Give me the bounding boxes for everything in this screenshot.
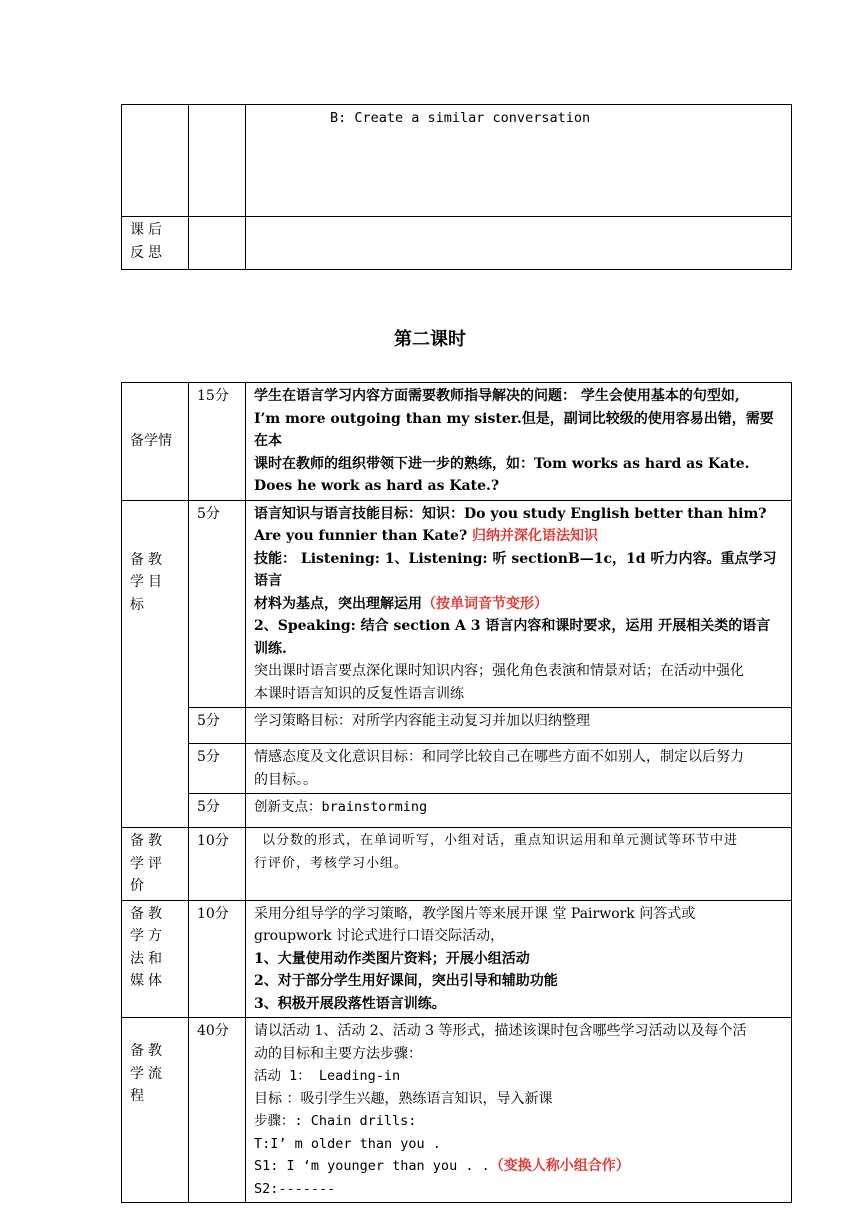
cell-empty <box>189 105 246 217</box>
row-label-fangfa: 备教学方法和媒体 <box>122 900 189 1018</box>
text-line: 采用分组导学的学习策略，教学图片等来展开课 堂 Pairwork 问答式或 <box>254 905 696 922</box>
text-fragment: Are you funnier than Kate? <box>254 528 468 544</box>
liucheng-content <box>246 1018 792 1203</box>
mubiao-strategy: 学习策略目标：对所学内容能主动复习并加以归纳整理 <box>246 708 792 744</box>
text-line: 本课时语言知识的反复性语言训练 <box>254 685 464 702</box>
text-line: T:I’ m older than you . <box>254 1135 441 1152</box>
text-line: 1、大量使用动作类图片资料；开展小组活动 <box>254 950 530 967</box>
text-line <box>254 593 783 616</box>
text-line: 技能： Listening: 1、Listening: 听 sectionB—1c，1d 听力内容。重点学习语言 <box>254 550 777 589</box>
text-line: I’m more outgoing than my sister.但是，副词比较级的使用容易出错，需要在本 <box>254 410 774 449</box>
table-row <box>122 708 792 744</box>
xueqing-content <box>246 383 792 501</box>
text-line: 步骤：: Chain drills: <box>254 1113 417 1129</box>
row-label-pingjia: 备教学评价 <box>122 828 189 901</box>
text-line: 3、积极开展段落性语言训练。 <box>254 995 446 1012</box>
text-line: 2、Speaking: 结合 section A 3 语言内容和课时要求，运用 开展相关类的语言训练. <box>254 618 771 657</box>
table-row <box>122 828 792 901</box>
time-cell: 5分 <box>189 794 246 828</box>
table-row <box>122 383 792 501</box>
text-line: 目标 ：吸引学生兴趣，熟练语言知识，导入新课 <box>254 1090 553 1107</box>
text-line: 课时在教师的组织带领下进一步的熟练，如：Tom works as hard as Kate. <box>254 455 750 472</box>
table-lesson2 <box>121 382 792 1203</box>
text-line: 请以活动 1、活动 2、活动 3 等形式，描述该课时包含哪些学习活动以及每个活 <box>254 1023 747 1039</box>
row-label-xueqing: 备学情 <box>122 383 189 501</box>
text-line: 学生在语言学习内容方面需要教师指导解决的问题： 学生会使用基本的句型如, <box>254 388 740 404</box>
cell-text: 课后反思 <box>130 222 166 261</box>
text-fragment: S1: I ‘m younger than you . . <box>254 1158 490 1174</box>
text-line: 2、对于部分学生用好课间，突出引导和辅助功能 <box>254 973 558 989</box>
text-highlight: （按单词音节变形） <box>422 595 548 612</box>
row-label-reflection <box>122 217 189 270</box>
text-line: Does he work as hard as Kate.? <box>254 478 500 494</box>
table-row <box>122 900 792 1018</box>
time-cell: 5分 <box>189 744 246 794</box>
text-highlight: （变换人称小组合作） <box>489 1158 630 1174</box>
fangfa-content <box>246 900 792 1018</box>
cell-empty <box>246 217 792 270</box>
text-line: 的目标。。 <box>254 771 317 788</box>
text-line: 情感态度及文化意识目标：和同学比较自己在哪些方面不如别人，制定以后努力 <box>254 749 744 765</box>
time-cell: 15分 <box>189 383 246 501</box>
cell-text: B: Create a similar conversation <box>330 110 591 126</box>
table-row <box>122 744 792 794</box>
text-line: S2:------- <box>254 1180 336 1197</box>
text-line <box>254 525 783 548</box>
time-cell: 5分 <box>189 708 246 744</box>
mubiao-emotion <box>246 744 792 794</box>
mubiao-innovation: 创新支点：brainstorming <box>246 794 792 828</box>
table-row <box>122 217 792 270</box>
row-label-liucheng: 备教学流程 <box>122 1018 189 1203</box>
table-row <box>122 794 792 828</box>
text-line: 以分数的形式，在单词听写，小组对话，重点知识运用和单元测试等环节中进 <box>262 833 739 848</box>
text-line: 活动 1： Leading-in <box>254 1068 401 1084</box>
time-cell: 5分 <box>189 500 246 708</box>
text-highlight: 归纳并深化语法知识 <box>472 528 599 544</box>
text-line <box>254 1155 783 1178</box>
text-line: 突出课时语言要点深化课时知识内容；强化角色表演和情景对话；在活动中强化 <box>254 663 744 679</box>
conversation-task <box>246 105 792 217</box>
time-cell: 40分 <box>189 1018 246 1203</box>
table-row <box>122 1018 792 1203</box>
row-label-mubiao: 备教学目标 <box>122 500 189 828</box>
table-lesson1-end <box>121 104 792 270</box>
mubiao-knowledge <box>246 500 792 708</box>
text-line: groupwork 讨论式进行口语交际活动， <box>254 928 505 944</box>
text-fragment: 材料为基点，突出理解运用 <box>254 595 422 612</box>
pingjia-content <box>246 828 792 901</box>
cell-empty <box>189 217 246 270</box>
text-line: 行评价，考核学习小组。 <box>254 855 409 871</box>
text-line: 动的目标和主要方法步骤： <box>254 1045 422 1062</box>
table-row <box>122 105 792 217</box>
cell-empty <box>122 105 189 217</box>
time-cell: 10分 <box>189 900 246 1018</box>
table-row <box>122 500 792 708</box>
page-title: 第二课时 <box>394 329 466 350</box>
text-line: 语言知识与语言技能目标：知识：Do you study English better than him? <box>254 505 767 522</box>
time-cell: 10分 <box>189 828 246 901</box>
